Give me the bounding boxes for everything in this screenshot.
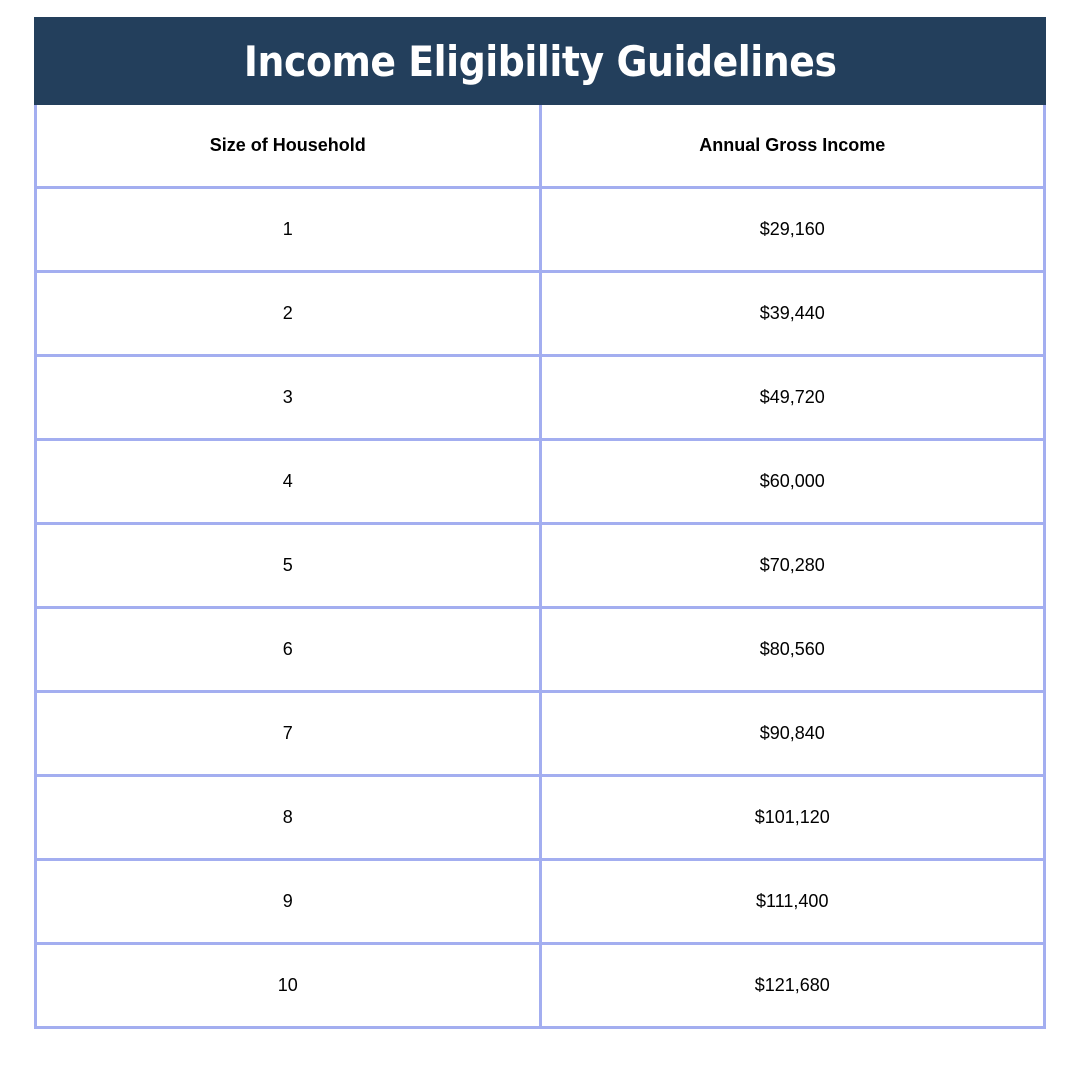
table-row [36, 776, 1045, 860]
household-size-cell: 6 [36, 608, 541, 692]
household-size-cell: 4 [36, 440, 541, 524]
column-header-household-size: Size of Household [36, 105, 541, 188]
household-size-cell: 5 [36, 524, 541, 608]
table-row [36, 272, 1045, 356]
annual-income-cell: $111,400 [540, 860, 1045, 944]
household-size-cell: 8 [36, 776, 541, 860]
annual-income-cell: $49,720 [540, 356, 1045, 440]
table-row [36, 440, 1045, 524]
table-row [36, 608, 1045, 692]
household-size-cell: 2 [36, 272, 541, 356]
title-banner [34, 17, 1046, 105]
eligibility-card [34, 17, 1046, 1029]
household-size-cell: 3 [36, 356, 541, 440]
table-header-row [36, 105, 1045, 188]
annual-income-cell: $60,000 [540, 440, 1045, 524]
table-row [36, 356, 1045, 440]
column-header-annual-income: Annual Gross Income [540, 105, 1045, 188]
table-row [36, 944, 1045, 1028]
table-row [36, 524, 1045, 608]
household-size-cell: 10 [36, 944, 541, 1028]
annual-income-cell: $121,680 [540, 944, 1045, 1028]
annual-income-cell: $80,560 [540, 608, 1045, 692]
household-size-cell: 1 [36, 188, 541, 272]
annual-income-cell: $70,280 [540, 524, 1045, 608]
table-row [36, 188, 1045, 272]
income-table [34, 105, 1046, 1029]
table-row [36, 692, 1045, 776]
household-size-cell: 7 [36, 692, 541, 776]
annual-income-cell: $101,120 [540, 776, 1045, 860]
annual-income-cell: $29,160 [540, 188, 1045, 272]
household-size-cell: 9 [36, 860, 541, 944]
annual-income-cell: $39,440 [540, 272, 1045, 356]
table-row [36, 860, 1045, 944]
page-title: Income Eligibility Guidelines [243, 36, 837, 86]
annual-income-cell: $90,840 [540, 692, 1045, 776]
